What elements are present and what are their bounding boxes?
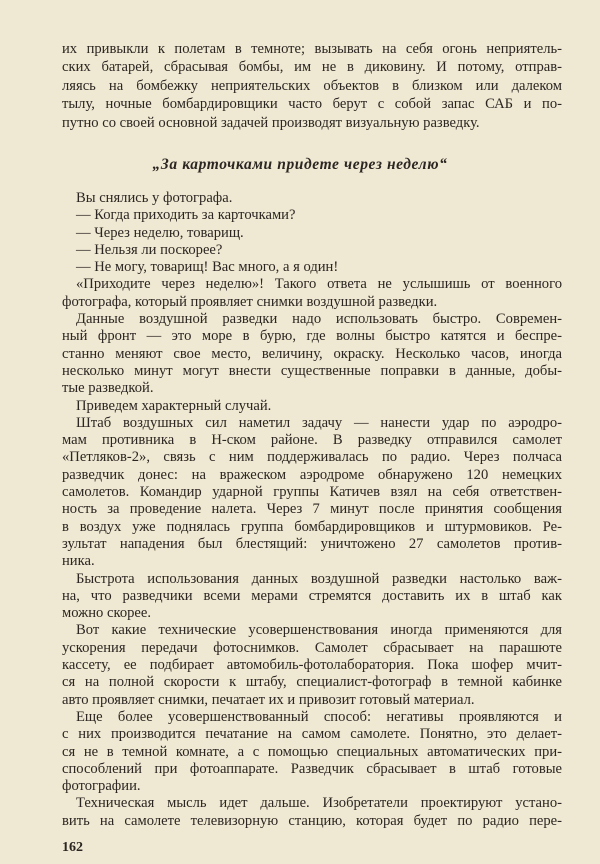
text-line: ускорения передачи фотоснимков. Самолет сбрасывает на парашюте bbox=[62, 639, 562, 656]
text-line: ность за проведение налета. Через 7 минут после принятия сообщения bbox=[62, 501, 562, 518]
text-line: с них производится печатание на самом самолете. Понятно, это делает- bbox=[62, 726, 562, 743]
text-line: Еще более усовершенствованный способ: негативы проявляются и bbox=[76, 708, 562, 725]
text-line: вить на самолете телевизорную станцию, которая будет по радио пере- bbox=[62, 812, 562, 829]
text-line: разведчик донес: на вражеском аэродроме обнаружено 120 немецких bbox=[62, 466, 562, 483]
text-line: в воздух уже поднялась группа бомбардировщиков и штурмовиков. Ре- bbox=[62, 518, 562, 535]
text-line: Вот какие технические усовершенствования иногда применяются для bbox=[76, 622, 562, 639]
section-body bbox=[62, 190, 562, 830]
text-line: самолетов. Командир ударной группы Катичев взял на себя ответствен- bbox=[62, 484, 562, 501]
text-line: на, что разведчики всеми мерами стремятся доставить их в штаб как bbox=[62, 587, 562, 604]
text-line: Техническая мысль идет дальше. Изобретатели проектируют устано- bbox=[76, 795, 562, 812]
text-line: Быстрота использования данных воздушной разведки настолько важ- bbox=[76, 570, 562, 587]
text-line: мам противника в Н-ском районе. В разведку отправился самолет bbox=[62, 432, 562, 449]
text-line: ляясь на бомбежку неприятельских объектов в близком или далеком bbox=[62, 77, 562, 94]
text-line: тые разведкой. bbox=[62, 380, 154, 397]
text-line: ника. bbox=[62, 553, 95, 570]
text-line: — Когда приходить за карточками? bbox=[76, 207, 296, 224]
text-line: ских батарей, сбрасывая бомбы, им не в диковину. И потому, отправ- bbox=[62, 59, 562, 76]
text-line: путно со своей основной задачей производят визуальную разведку. bbox=[62, 114, 480, 131]
text-line: фотографа, который проявляет снимки воздушной разведки. bbox=[62, 293, 438, 310]
text-line: Штаб воздушных сил наметил задачу — нанести удар по аэродро- bbox=[76, 414, 562, 431]
text-line: несколько минут могут внести существенные поправки в данные, добы- bbox=[62, 362, 562, 379]
text-line: «Приходите через неделю»! Такого ответа не услышишь от военного bbox=[76, 276, 562, 293]
text-line: — Через неделю, товарищ. bbox=[76, 224, 244, 241]
page-number: 162 bbox=[62, 840, 83, 855]
text-line: — Нельзя ли поскорее? bbox=[76, 241, 223, 258]
text-line: авто проявляет снимки, печатает их и привозит готовый материал. bbox=[62, 691, 475, 708]
text-line: станно меняют свое место, величину, окраску. Несколько часов, иногда bbox=[62, 345, 562, 362]
text-line: фотографии. bbox=[62, 778, 141, 795]
text-line: тылу, ночные бомбардировщики часто берут с собой запас САБ и по- bbox=[62, 96, 562, 113]
text-line: Приведем характерный случай. bbox=[76, 397, 272, 414]
text-line: зультат нападения был блестящий: уничтожено 27 самолетов против- bbox=[62, 535, 562, 552]
text-line: кассету, ее подбирает автомобиль-фотолаборатория. Пока шофер мчит- bbox=[62, 657, 562, 674]
text-line: их привыкли к полетам в темноте; вызывать на себя огонь неприятель- bbox=[62, 41, 562, 57]
text-line: ся не в темной комнате, а с помощью специальных автоматических при- bbox=[62, 743, 562, 760]
text-line: Данные воздушной разведки надо использовать быстро. Современ- bbox=[76, 311, 562, 328]
text-line: ный фронт — это море в бурю, где волны быстро катятся и беспре- bbox=[62, 328, 562, 345]
text-line: способлений при фотоаппарате. Разведчик сбрасывает в штаб готовые bbox=[62, 760, 562, 777]
text-line: — Не могу, товарищ! Вас много, а я один! bbox=[76, 259, 339, 276]
text-line: можно скорее. bbox=[62, 605, 152, 622]
text-line: ся на полной скорости к штабу, специалист-фотограф в темной кабинке bbox=[62, 674, 562, 691]
section-heading: „За карточками придете через неделю“ bbox=[152, 156, 448, 173]
text-line: «Петляков-2», связь с ним поддерживалась по радио. Через полчаса bbox=[62, 449, 562, 466]
intro-paragraph bbox=[62, 40, 562, 132]
text-line: Вы снялись у фотографа. bbox=[76, 190, 233, 206]
